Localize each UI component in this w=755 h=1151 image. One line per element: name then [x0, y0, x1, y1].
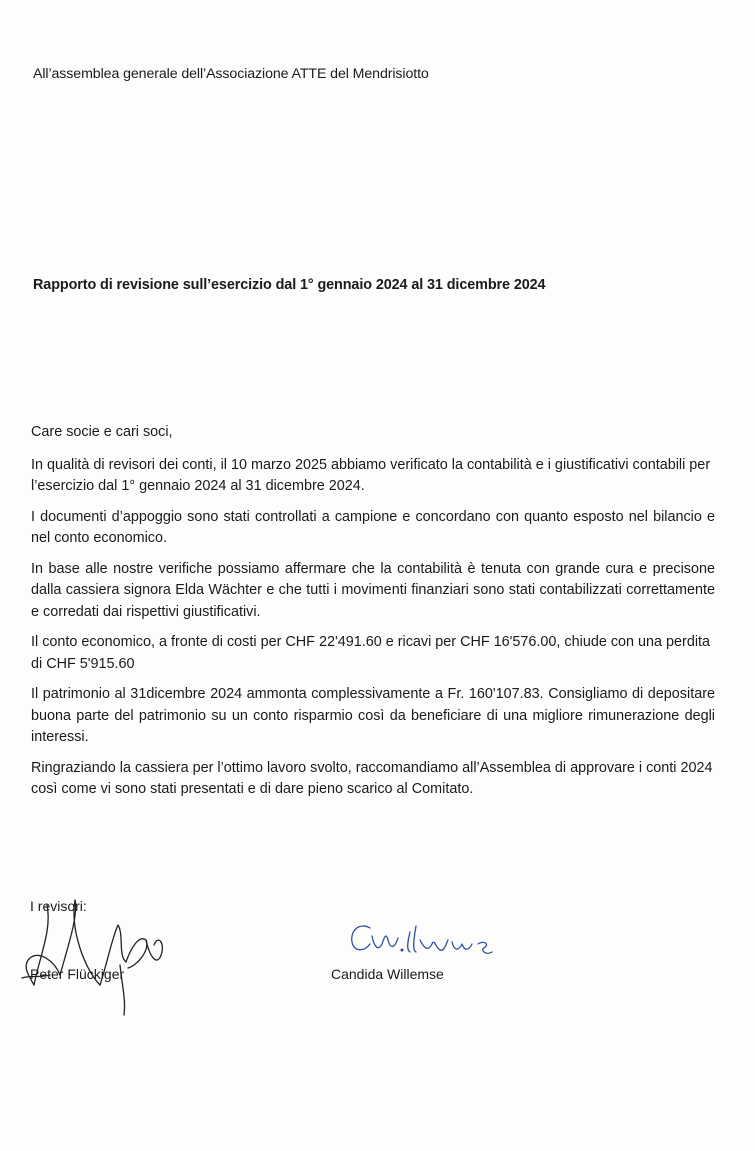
- letter-subject: Rapporto di revisione sull’esercizio dal 1° gennaio 2024 al 31 dicembre 2024: [33, 277, 546, 293]
- letter-body: [31, 422, 715, 810]
- signature-peter-fluckiger: [22, 900, 162, 1015]
- paragraph-verification: In qualità di revisori dei conti, il 10 marzo 2025 abbiamo verificato la contabilità e i giustificativi contabili per l’esercizio dal 1° gennaio 2024 al 31 dicembre 2024.: [31, 456, 711, 494]
- salutation: Care socie e cari soci,: [31, 424, 173, 440]
- signature-candida-willemse: [352, 926, 492, 953]
- paragraph-income-statement: Il conto economico, a fronte di costi per CHF 22'491.60 e ricavi per CHF 16'576.00, chiude con una perdita di CHF 5'915.60: [31, 634, 711, 672]
- signer-name-2: Candida Willemse: [331, 966, 444, 982]
- paragraph-thanks: Ringraziando la cassiera per l’ottimo lavoro svolto, raccomandiamo all’Assemblea di approvare i conti 2024 così come vi sono stati presentati e di dare pieno scarico al Comitato.: [31, 759, 713, 797]
- paragraph-documents: I documenti d’appoggio sono stati controllati a campione e concordano con quanto esposto nel bilancio e nel conto economico.: [31, 508, 715, 546]
- signer-name-1: Peter Flückiger: [30, 966, 125, 982]
- auditors-label: I revisori:: [30, 898, 87, 914]
- paragraph-assets: Il patrimonio al 31dicembre 2024 ammonta complessivamente a Fr. 160'107.83. Consigliamo di depositare buona parte del patrimonio su un conto risparmio così da beneficiare di una migliore rimunerazione degli interessi.: [31, 686, 715, 745]
- addressee-line: All’assemblea generale dell’Associazione ATTE del Mendrisiotto: [33, 66, 429, 82]
- paragraph-accounting: In base alle nostre verifiche possiamo affermare che la contabilità è tenuta con grande cura e precisone dalla cassiera signora Elda Wächter e che tutti i movimenti finanziari sono stati contabilizzati correttamente e corredati dai rispettivi giustificativi.: [31, 560, 715, 620]
